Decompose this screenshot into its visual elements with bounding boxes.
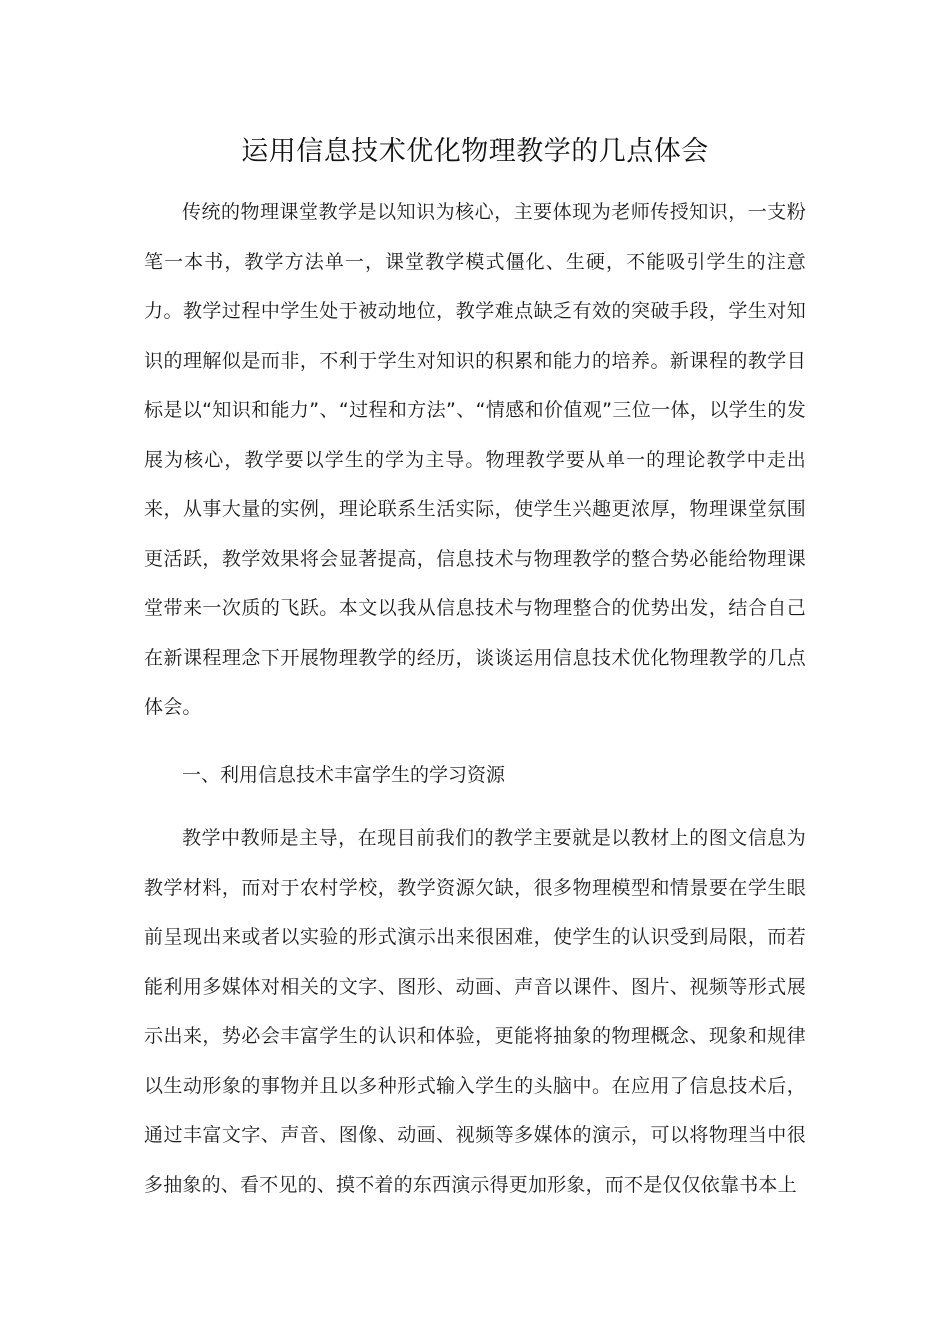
section-paragraph: 教学中教师是主导，在现目前我们的教学主要就是以教材上的图文信息为教学材料，而对于农村学校，教学资源欠缺，很多物理模型和情景要在学生眼前呈现出来或者以实验的形式演示出来很困难，使学生的认识受到局限，而若能利用多媒体对相关的文字、图形、动画、声音以课件、图片、视频等形式展示出来，势必会丰富学生的认识和体验，更能将抽象的物理概念、现象和规律以生动形象的事物并且以多种形式输入学生的头脑中。在应用了信息技术后，通过丰富文字、声音、图像、动画、视频等多媒体的演示，可以将物理当中很多抽象的、看不见的、摸不着的东西演示得更加形象，而不是仅仅依靠书本上	[144, 827, 806, 1196]
intro-paragraph: 传统的物理课堂教学是以知识为核心，主要体现为老师传授知识，一支粉笔一本书，教学方法单一，课堂教学模式僵化、生硬，不能吸引学生的注意力。教学过程中学生处于被动地位，教学难点缺乏有效的突破手段，学生对知识的理解似是而非，不利于学生对知识的积累和能力的培养。新课程的教学目标是以“知识和能力”、“过程和方法”、“情感和价值观”三位一体，以学生的发展为核心，教学要以学生的学为主导。物理教学要从单一的理论教学中走出来，从事大量的实例，理论联系生活实际，使学生兴趣更浓厚，物理课堂氛围更活跃，教学效果将会显著提高，信息技术与物理教学的整合势必能给物理课堂带来一次质的飞跃。本文以我从信息技术与物理整合的优势出发，结合自己在新课程理念下开展物理教学的经历，谈谈运用信息技术优化物理教学的几点体会。	[144, 201, 806, 718]
document-title: 运用信息技术优化物理教学的几点体会	[241, 136, 709, 167]
section-heading: 一、利用信息技术丰富学生的学习资源	[182, 764, 506, 786]
